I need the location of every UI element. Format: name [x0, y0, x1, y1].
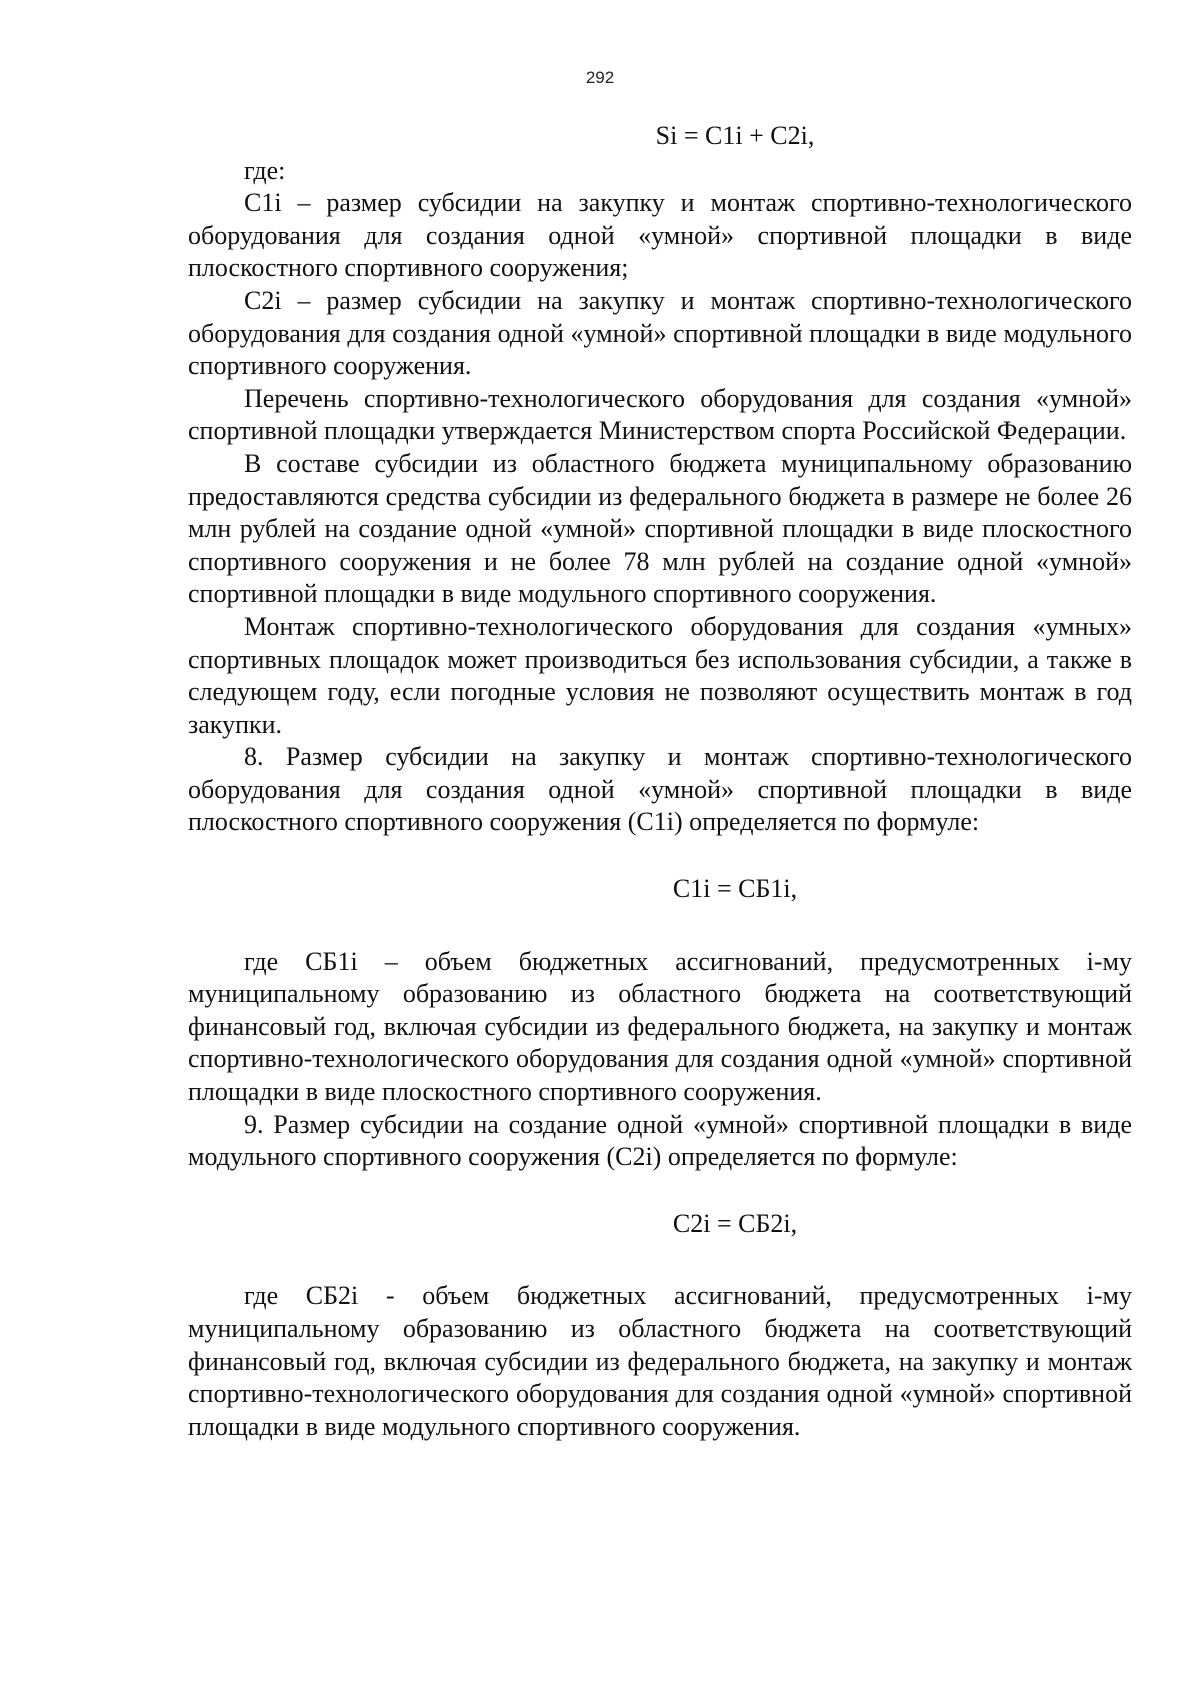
page-number: 292: [585, 68, 615, 87]
formula-si: Si = C1i + C2i,: [655, 121, 815, 150]
paragraph-mounting: Монтаж спортивно-технологического оборудования для создания «умных» спортивных площадок может производиться без использования субсидии, а также в следующем году, если погодные условия не позволяют осуществить монтаж в год закупки.: [188, 611, 1132, 739]
formula-c1i: C1i = СБ1i,: [672, 874, 798, 904]
definition-sb1i: где СБ1i – объем бюджетных ассигнований, предусмотренных i-му муниципальному образованию из областного бюджета на соответствующий финансовый год, включая субсидии из федерального бюджета, на закупку и монтаж спортивно-технологического оборудования для создания одной «умной» спортивной площадки в виде плоскостного спортивного сооружения.: [188, 946, 1132, 1107]
definition-c2i: C2i – размер субсидии на закупку и монтаж спортивно-технологического оборудования для создания одной «умной» спортивной площадки в виде модульного спортивного сооружения.: [188, 285, 1132, 381]
definition-sb2i: где СБ2i - объем бюджетных ассигнований, предусмотренных i-му муниципальному образованию из областного бюджета на соответствующий финансовый год, включая субсидии из федерального бюджета, на закупку и монтаж спортивно-технологического оборудования для создания одной «умной» спортивной площадки в виде модульного спортивного сооружения.: [188, 1281, 1132, 1441]
document-body: [188, 120, 1132, 1443]
where-label: где:: [244, 155, 286, 185]
definition-c1i: C1i – размер субсидии на закупку и монтаж спортивно-технологического оборудования для создания одной «умной» спортивной площадки в виде плоскостного спортивного сооружения;: [188, 188, 1132, 283]
formula-c2i: C2i = СБ2i,: [672, 1208, 798, 1238]
paragraph-equipment-list: Перечень спортивно-технологического оборудования для создания «умной» спортивной площадки утверждается Министерством спорта Российской Федерации.: [188, 383, 1132, 446]
paragraph-item-8: 8. Размер субсидии на закупку и монтаж спортивно-технологического оборудования для создания одной «умной» спортивной площадки в виде плоскостного спортивного сооружения (C1i) определяется по формуле:: [188, 742, 1132, 837]
paragraph-item-9: 9. Размер субсидии на создание одной «умной» спортивной площадки в виде модульного спортивного сооружения (C2i) определяется по формуле:: [188, 1109, 1132, 1172]
paragraph-subsidy-composition: В составе субсидии из областного бюджета муниципальному образованию предоставляются средства субсидии из федерального бюджета в размере не более 26 млн рублей на создание одной «умной» спортивной площадки в виде плоскостного спортивного сооружения и не более 78 млн рублей на создание одной «умной» спортивной площадки в виде модульного спортивного сооружения.: [188, 448, 1132, 609]
